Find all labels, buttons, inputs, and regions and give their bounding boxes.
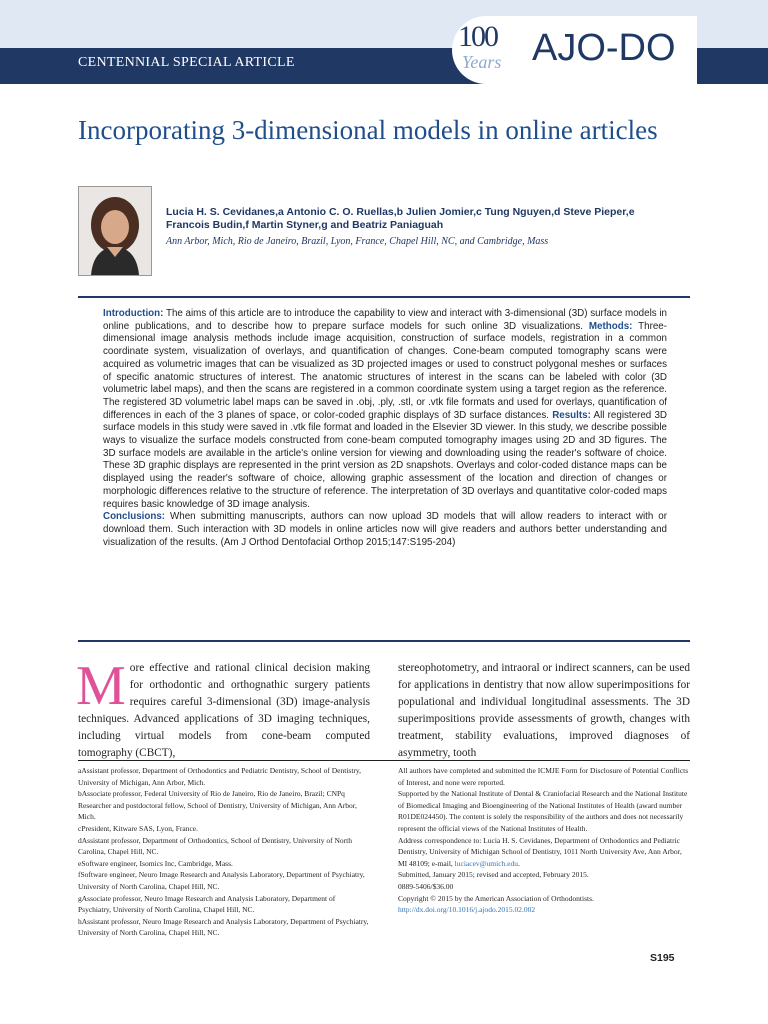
page-number: S195	[650, 952, 675, 964]
footnote-rule	[78, 760, 690, 761]
author-line-2: Francois Budin,f Martin Styner,g and Beatriz Paniaguah	[166, 219, 444, 231]
email-link[interactable]: luciacev@umich.edu	[454, 858, 519, 868]
author-list	[166, 206, 706, 232]
abstract-methods-text: Three-dimensional image analysis methods include image acquisition, construction of surface models, registration in a common coordinate system, visualization of overlays, and quantification of changes. Cone-beam computed tomography scans were acquired as volumetric images that can be visualized as 3D projected images or used to construct polygonal meshes or surfaces of specific anatomic structures of interest. The anatomic structures of interest in the scans can be labeled with color (3D volumetric label maps), and then the scans are registered in a common coordinate system using a target region as the reference. The registered 3D volumetric label maps can be saved in .obj, .ply, .stl, or .vtk file formats and used for overlays, quantification of differences in each of the 3 planes of space, or color-coded graphic displays of 3D surface distances.	[103, 320, 668, 421]
submission-dates: Submitted, January 2015; revised and accepted, February 2015.	[398, 870, 589, 880]
footnote-h: hAssistant professor, Neuro Image Research and Analysis Laboratory, Department of Psychiatry, University of North Carolina, Chapel Hill, NC.	[78, 916, 369, 938]
body-column-left	[76, 655, 370, 762]
correspondence-address: Address correspondence to: Lucia H. S. Cevidanes, Department of Orthodontics and Pediatric Dentistry, University of Michigan School of Dentistry, 1011 North University Ave, Ann Arbor, MI 48109; e-mail, luciacev@umich.edu.	[398, 835, 682, 868]
abstract-introduction-text: The aims of this article are to introduce the capability to view and interact with 3-dimensional (3D) surface models in online publications, and to describe how to prepare surface models for such online 3D visualizations.	[103, 308, 667, 332]
doi-link[interactable]: http://dx.doi.org/10.1016/j.ajodo.2015.02.002	[398, 905, 536, 915]
footnote-g: gAssociate professor, Neuro Image Research and Analysis Laboratory, Department of Psychiatry, University of North Carolina, Chapel Hill, NC.	[78, 893, 336, 915]
abstract-results-text: All registered 3D surface models in this study were saved in .vtk file format and loaded in the Elsevier 3D viewer. In this study, we describe possible ways to visualize the surface models constructed from cone-beam computed tomography images using 2D and 3D figures. The 3D surface models are available in the article's online version for viewing and downloading using the reader's software of choice. These 3D graphic displays are represented in the print version as 2D snapshots. Overlays and color-coded distance maps can be displayed using the reader's software of choice, allowing graphic assessment of the location and direction of changes or morphologic differences relative to the structure of reference. The interpretation of 3D overlays and quantitative color-coded maps requires basic knowledge of 3D image analysis.	[103, 409, 667, 510]
copyright: Copyright © 2015 by the American Association of Orthodontists.	[398, 893, 594, 903]
footnote-d: dAssistant professor, Department of Orthodontics, School of Dentistry, University of North Carolina, Chapel Hill, NC.	[78, 835, 352, 857]
footnote-a: aAssistant professor, Department of Orthodontics and Pediatric Dentistry, School of Dentistry, University of Michigan, Ann Arbor, Mich.	[78, 766, 362, 787]
issn: 0889-5406/$36.00	[398, 881, 454, 891]
abstract-introduction-label: Introduction:	[103, 308, 164, 319]
journal-logo: AJO-DO	[532, 27, 676, 69]
author-affiliation: Ann Arbor, Mich, Rio de Janeiro, Brazil, Lyon, France, Chapel Hill, NC, and Cambridge, Mass	[166, 236, 549, 247]
body-text-left: ore effective and rational clinical decision making for orthodontic and orthognathic surgery patients requires careful 3-dimensional (3D) image-analysis techniques. Advanced applications of 3D imaging techniques, including virtual models from cone-beam computed tomography (CBCT),	[78, 662, 370, 759]
abstract-results-label: Results:	[552, 409, 591, 421]
funding-statement: Supported by the National Institute of Dental & Craniofacial Research and the National Institute of Biomedical Imaging and Bioengineering of the National Institutes of Health (award number R01DE024450). The content is solely the responsibility of the authors and does not necessarily represent the official views of the National Institutes of Health.	[398, 789, 688, 833]
article-title: Incorporating 3-dimensional models in online articles	[78, 115, 658, 145]
logo-100-years: 100	[458, 20, 497, 53]
abstract-conclusions-text: When submitting manuscripts, authors can now upload 3D models that will allow readers to interact with or download them. Such interaction with 3D models in online articles now will give readers and authors better understanding and visualization of the results. (Am J Orthod Dentofacial Orthop 2015;147:S195-204)	[103, 511, 667, 548]
author-portrait-icon	[79, 187, 151, 275]
abstract-top-rule	[78, 296, 690, 298]
footnote-c: cPresident, Kitware SAS, Lyon, France.	[78, 823, 198, 833]
author-footnotes	[78, 765, 370, 939]
footnote-f: fSoftware engineer, Neuro Image Research and Analysis Laboratory, Department of Psychiatry, University of North Carolina, Chapel Hill, NC.	[78, 870, 365, 891]
footnote-e: eSoftware engineer, Isomics Inc, Cambridge, Mass.	[78, 858, 233, 868]
section-label: CENTENNIAL SPECIAL ARTICLE	[78, 55, 295, 70]
abstract-bottom-rule	[78, 640, 690, 642]
conflict-disclosure: All authors have completed and submitted the ICMJE Form for Disclosure of Potential Conflicts of Interest, and none were reported.	[398, 766, 689, 787]
abstract-methods-label: Methods:	[588, 320, 633, 332]
author-photo	[78, 186, 152, 276]
abstract	[103, 308, 667, 549]
drop-cap: M	[76, 655, 126, 717]
correspondence-text: Address correspondence to: Lucia H. S. Cevidanes, Department of Orthodontics and Pediatric Dentistry, University of Michigan School of Dentistry, 1011 North University Ave, Ann Arbor, MI 48109; e-mail,	[398, 835, 682, 868]
logo-years-script: Years	[462, 52, 502, 72]
author-line-1: Lucia H. S. Cevidanes,a Antonio C. O. Ruellas,b Julien Jomier,c Tung Nguyen,d Steve Pieper,e	[166, 206, 635, 218]
abstract-conclusions-label: Conclusions:	[103, 511, 166, 523]
article-notes	[398, 765, 690, 916]
body-column-right: stereophotometry, and intraoral or indirect scanners, can be used for applications in dentistry that now allow superimpositions for populational and individual longitudinal assessments. The 3D superimpositions provide assessments of growth, changes with treatment, stability evaluations, improved diagnoses of asymmetry, tooth	[398, 662, 690, 759]
footnote-b: bAssociate professor, Federal University of Rio de Janeiro, Rio de Janeiro, Brazil; CNPq Researcher and postdoctoral fellow, School of Dentistry, University of Michigan, Ann Arbor, Mich.	[78, 789, 357, 822]
